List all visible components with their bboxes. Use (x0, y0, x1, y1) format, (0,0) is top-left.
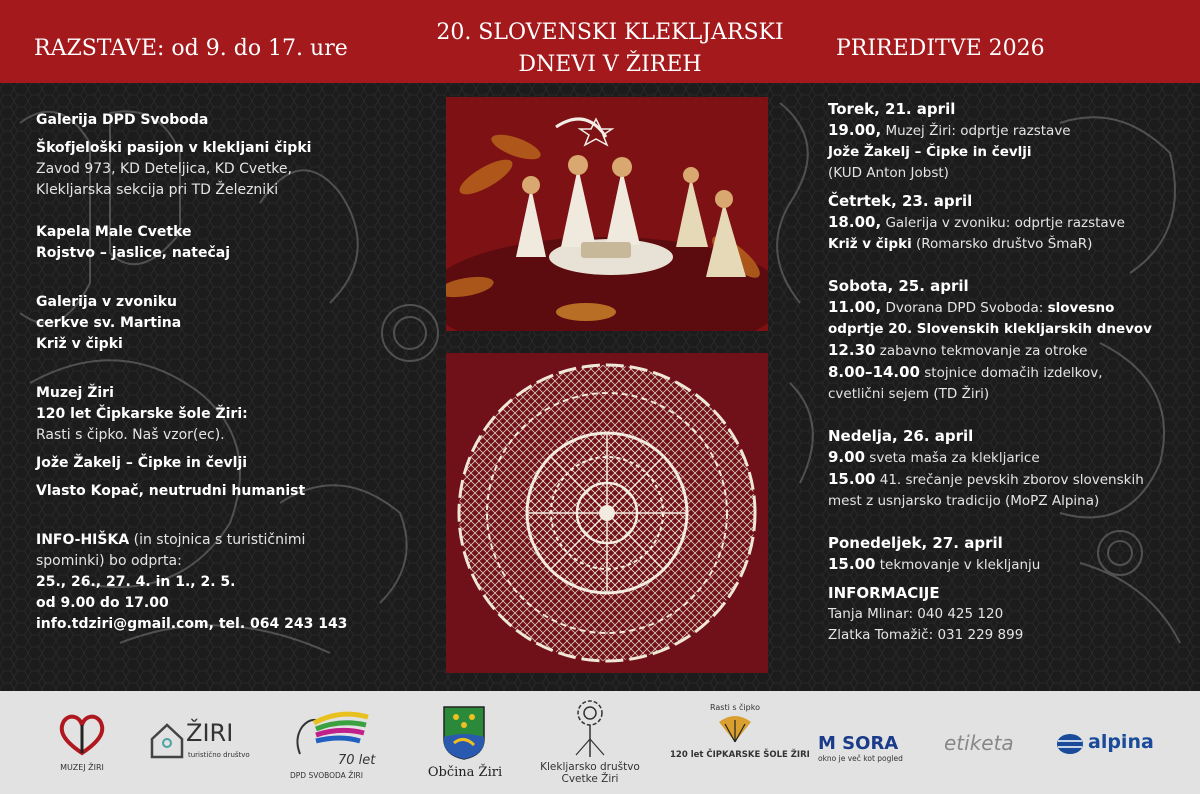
muzej-heart-icon (54, 709, 110, 759)
event-day: Četrtek, 23. april (828, 192, 973, 210)
sola-slogan: Rasti s čipko (709, 703, 760, 712)
event-time: 15.00 (828, 470, 876, 488)
event-line: odprtje 20. Slovenskih klekljarskih dnevov (828, 321, 1152, 337)
info-booth-label: INFO-HIŠKA (36, 532, 130, 548)
etiketa-wordmark: etiketa (944, 731, 1014, 755)
event-day: Sobota, 25. april (828, 277, 969, 295)
coat-of-arms-icon (442, 705, 486, 761)
exhibit-organizers: Klekljarska sekcija pri TD Železniki (36, 182, 279, 198)
info-booth-dates: 25., 26., 27. 4. in 1., 2. 5. (36, 574, 236, 590)
event-line (828, 234, 1188, 255)
sora-tagline: okno je več kot pogled (818, 754, 903, 763)
alpina-wordmark: alpina (1088, 731, 1154, 753)
event-line (828, 212, 1188, 234)
event-text: Križ v čipki (828, 236, 912, 252)
event-text: (MoPZ Alpina) (1000, 493, 1100, 509)
event-line (828, 362, 1188, 384)
exhibit-organizers: Zavod 973, KD Deteljica, KD Cvetke, (36, 161, 292, 177)
main-area (0, 83, 1200, 691)
header-banner (0, 0, 1200, 83)
exhibit-title: Rojstvo – jaslice, natečaj (36, 245, 231, 261)
event-time: 8.00–14.00 (828, 363, 920, 381)
sponsor-footer (0, 691, 1200, 794)
bobbin-fan-icon (715, 712, 755, 746)
event-text: (Romarsko društvo ŠmaR) (911, 236, 1093, 252)
event-text: zabavno tekmovanje za otroke (875, 343, 1088, 359)
event-line (828, 384, 1188, 405)
exhibit-title: Vlasto Kopač, neutrudni humanist (36, 483, 306, 499)
etiketa-logo (944, 731, 1034, 755)
info-booth (36, 530, 416, 551)
sola-label: 120 let ČIPKARSKE ŠOLE ŽIRI (670, 750, 810, 760)
event-text: sveta maša za klekljarice (865, 450, 1040, 466)
sora-wordmark: M SORA (818, 733, 899, 754)
venue-dpd-svoboda: Galerija DPD Svoboda (36, 112, 209, 128)
event-text: tekmovanje v klekljanju (875, 557, 1041, 573)
obcina-label: Občina Žiri (427, 765, 503, 780)
event-line (828, 469, 1188, 491)
alpina-globe-icon (1056, 733, 1084, 755)
event-line (828, 447, 1188, 469)
exhibit-title: Škofjeloški pasijon v kleklјani čipki (36, 140, 312, 156)
venue-zvonik: Galerija v zvoniku (36, 294, 177, 310)
event-text: Dvorana DPD Svoboda: (881, 300, 1048, 316)
cvetke-label-2: Cvetke Žiri (561, 773, 619, 785)
event-text: 41. srečanje pevskih zborov slovenskih (875, 472, 1144, 488)
title-line-2: DNEVI V ŽIREH (518, 52, 702, 77)
lace-doily-photo (446, 353, 768, 673)
event-line: Jože Žakelj – Čipke in čevlji (828, 144, 1032, 160)
td-ziri-subtitle: turistično društvo (188, 751, 250, 759)
event-text: cvetlični sejem (828, 386, 930, 402)
event-text: slovesno (1047, 300, 1115, 316)
dpd-anniversary: 70 let (338, 753, 376, 768)
event-text: Galerija v zvoniku: odprtje razstave (881, 215, 1125, 231)
event-day: Ponedeljek, 27. april (828, 534, 1003, 552)
cvetke-label-1: Klekljarsko društvo (540, 761, 640, 773)
event-time: 15.00 (828, 555, 876, 573)
event-line (828, 491, 1188, 512)
venue-kapela: Kapela Male Cvetke (36, 224, 192, 240)
event-text: mest z usnjarsko tradicijo (828, 493, 1001, 509)
event-text: stojnice domačih izdelkov, (919, 365, 1103, 381)
info-booth-text: (in stojnica s turističnimi (129, 532, 306, 548)
muzej-ziri-logo (54, 709, 110, 772)
venue-zvonik: cerkve sv. Martina (36, 315, 182, 331)
event-text: Muzej Žiri: odprtje razstave (881, 123, 1071, 139)
exhibit-title: Križ v čipki (36, 336, 123, 352)
m-sora-logo (818, 733, 918, 763)
nativity-illustration (446, 97, 768, 331)
exhibitions-heading: RAZSTAVE: od 9. do 17. ure (34, 36, 348, 61)
cipkarska-sola-logo (670, 703, 810, 760)
event-line: (KUD Anton Jobst) (828, 165, 949, 181)
event-line (828, 554, 1188, 576)
exhibit-title: Jože Žakelj – Čipke in čevlji (36, 455, 248, 471)
info-contact: info.tdziri@gmail.com, tel. 064 243 143 (36, 616, 348, 632)
muzej-ziri-label: MUZEJ ŽIRI (60, 763, 104, 772)
event-line (828, 297, 1188, 319)
event-day: Torek, 21. april (828, 100, 956, 118)
info-booth-hours: od 9.00 do 17.00 (36, 595, 169, 611)
lace-flower-icon (570, 699, 610, 757)
obcina-ziri-logo (420, 705, 510, 780)
exhibitions-list (36, 110, 416, 635)
contacts-heading: INFORMACIJE (828, 584, 940, 602)
event-day: Nedelja, 26. april (828, 427, 974, 445)
event-line (828, 120, 1188, 142)
events-list (828, 99, 1188, 646)
exhibit-title: 120 let Čipkarske šole Žiri: (36, 406, 248, 422)
event-time: 11.00, (828, 298, 882, 316)
contact-person: Tanja Mlinar: 040 425 120 (828, 606, 1004, 622)
event-line (828, 340, 1188, 362)
event-text: (TD Žiri) (929, 386, 990, 402)
event-time: 19.00, (828, 121, 882, 139)
doily-illustration (446, 353, 768, 673)
nativity-lace-photo (446, 97, 768, 331)
event-time: 9.00 (828, 448, 866, 466)
venue-muzej: Muzej Žiri (36, 385, 114, 401)
dpd-face-icon (290, 709, 370, 759)
events-heading: PRIREDITVE 2026 (836, 36, 1045, 61)
cvetke-ziri-logo (540, 699, 640, 785)
event-time: 18.00, (828, 213, 882, 231)
td-ziri-title: ŽIRI (186, 719, 234, 747)
page-title (400, 17, 820, 81)
info-booth-text: spominki) bo odprta: (36, 553, 182, 569)
contact-person: Zlatka Tomažič: 031 229 899 (828, 627, 1024, 643)
dpd-name: DPD SVOBODA ŽIRI (290, 771, 363, 780)
td-ziri-house-icon (150, 721, 184, 759)
dpd-svoboda-logo (290, 709, 390, 779)
title-line-1: 20. SLOVENSKI KLEKLJARSKI (436, 20, 784, 45)
exhibit-subtitle: Rasti s čipko. Naš vzor(ec). (36, 427, 225, 443)
event-time: 12.30 (828, 341, 876, 359)
